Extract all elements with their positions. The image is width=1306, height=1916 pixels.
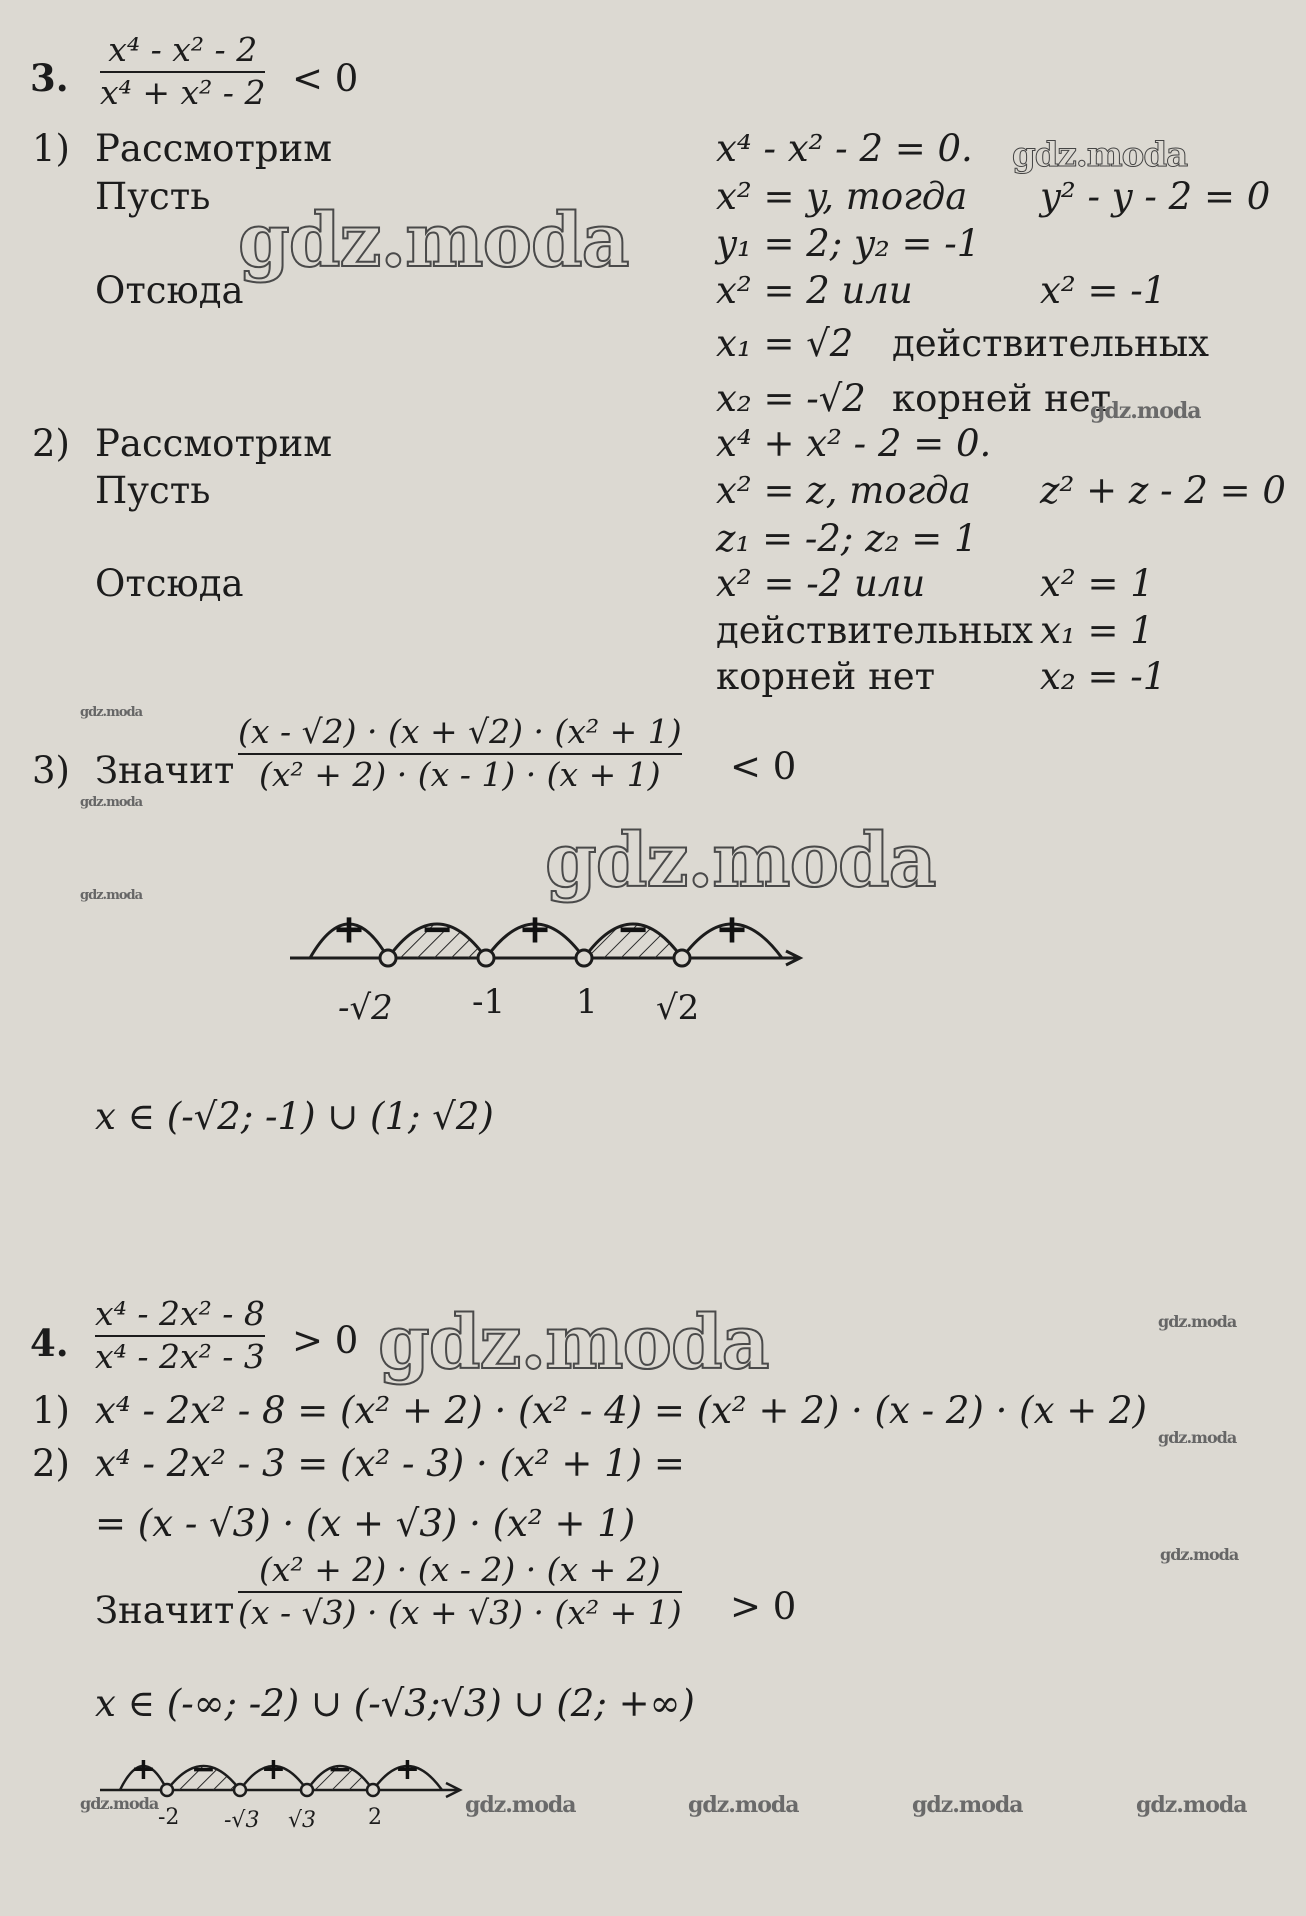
step-3-word-therefore: Значит <box>95 749 235 792</box>
step-2-roots-z: z₁ = -2; z₂ = 1 <box>716 517 978 560</box>
interval-sign: − <box>327 1752 353 1788</box>
step-3-denominator: (x² + 2) · (x - 1) · (x + 1) <box>259 754 661 794</box>
problem-4-answer: x ∈ (-∞; -2) ∪ (-√3;√3) ∪ (2; +∞) <box>95 1682 695 1725</box>
watermark: gdz.moda <box>465 1792 576 1818</box>
step-1-roots-y: y₁ = 2; y₂ = -1 <box>716 222 981 265</box>
step-2-root-x1: x₁ = 1 <box>1040 609 1154 652</box>
p4-final-relation: > 0 <box>730 1585 797 1628</box>
step-2-root-x2: x₂ = -1 <box>1040 655 1167 698</box>
step-1-label-let: Пусть <box>95 175 211 218</box>
step-1-note-real: действительных <box>892 322 1210 365</box>
watermark: gdz.moda <box>378 1300 769 1386</box>
p4-step-2-continued: = (x - √3) · (x + √3) · (x² + 1) <box>95 1502 636 1545</box>
step-2-x-squared-1: x² = 1 <box>1040 562 1154 605</box>
step-1-quadratic: y² - y - 2 = 0 <box>1040 175 1271 218</box>
problem-3-numerator: x⁴ - x² - 2 <box>108 30 258 69</box>
watermark: gdz.moda <box>1090 398 1201 424</box>
p4-step-2-number: 2) <box>32 1442 70 1485</box>
interval-sign: + <box>260 1752 287 1788</box>
excluded-point <box>367 1784 379 1796</box>
step-1-root-x2: x₂ = -√2 <box>716 377 866 420</box>
watermark: gdz.moda <box>80 795 143 810</box>
step-2-note-no-roots: корней нет <box>716 655 936 698</box>
interval-sign: + <box>130 1752 157 1788</box>
watermark: gdz.moda <box>1158 1428 1237 1447</box>
axis-label-minus-1: -1 <box>472 982 506 1022</box>
watermark: gdz.moda <box>1158 1312 1237 1331</box>
p4-step-1-number: 1) <box>32 1389 70 1432</box>
step-1-number: 1) <box>32 127 70 170</box>
step-1-label-hence: Отсюда <box>95 269 244 312</box>
axis2-label-minus-sqrt3: -√3 <box>224 1808 260 1833</box>
excluded-point <box>161 1784 173 1796</box>
step-1-equation: x⁴ - x² - 2 = 0. <box>716 127 973 170</box>
step-3-relation: < 0 <box>730 745 797 788</box>
excluded-point <box>674 950 690 966</box>
interval-sign: − <box>190 1752 217 1788</box>
step-1-x-squared-2: x² = 2 или <box>716 269 913 312</box>
step-2-label-hence: Отсюда <box>95 562 244 605</box>
step-2-note-real: действительных <box>716 609 1034 652</box>
watermark: gdz.moda <box>80 705 143 720</box>
step-2-x-squared-minus-2: x² = -2 или <box>716 562 926 605</box>
step-1-x-squared-minus-1: x² = -1 <box>1040 269 1167 312</box>
step-3-number: 3) <box>32 749 70 792</box>
interval-sign: + <box>332 906 366 953</box>
problem-3-denominator: x⁴ + x² - 2 <box>100 72 266 112</box>
problem-3-answer: x ∈ (-√2; -1) ∪ (1; √2) <box>95 1095 494 1138</box>
axis-label-minus-sqrt2: -√2 <box>338 988 393 1028</box>
watermark: gdz.moda <box>80 888 143 903</box>
number-line-problem-3 <box>290 907 800 966</box>
excluded-point <box>234 1784 246 1796</box>
watermark: gdz.moda <box>545 818 936 904</box>
interval-sign: + <box>518 906 552 953</box>
p4-step-2-factorization: x⁴ - 2x² - 3 = (x² - 3) · (x² + 1) = <box>95 1442 685 1485</box>
interval-sign: − <box>420 906 454 953</box>
interval-sign: + <box>715 906 749 953</box>
step-1-note-no-roots: корней нет <box>892 377 1112 420</box>
axis2-label-sqrt3: √3 <box>288 1808 317 1833</box>
p4-step-1-factorization: x⁴ - 2x² - 8 = (x² + 2) · (x² - 4) = (x² + 2) · (x - 2) · (x + 2) <box>95 1389 1147 1432</box>
axis2-label-2: 2 <box>368 1805 382 1830</box>
watermark: gdz.moda <box>238 198 629 284</box>
step-2-label-consider: Рассмотрим <box>95 422 333 465</box>
p4-final-numerator: (x² + 2) · (x - 2) · (x + 2) <box>259 1550 661 1589</box>
problem-4-numerator: x⁴ - 2x² - 8 <box>95 1294 265 1333</box>
problem-4-number: 4. <box>30 1321 69 1365</box>
axis-label-1: 1 <box>576 982 598 1022</box>
problem-4-denominator: x⁴ - 2x² - 3 <box>95 1336 265 1376</box>
excluded-point <box>576 950 592 966</box>
p4-final-denominator: (x - √3) · (x + √3) · (x² + 1) <box>238 1592 682 1632</box>
step-1-label-consider: Рассмотрим <box>95 127 333 170</box>
watermark: gdz.moda <box>912 1792 1023 1818</box>
watermark: gdz.moda <box>1012 135 1188 175</box>
excluded-point <box>380 950 396 966</box>
p4-word-therefore: Значит <box>95 1589 235 1632</box>
interval-sign: + <box>394 1752 421 1788</box>
interval-sign: − <box>616 906 650 953</box>
axis-label-sqrt2: √2 <box>656 988 700 1028</box>
watermark: gdz.moda <box>1160 1545 1239 1564</box>
watermark: gdz.moda <box>688 1792 799 1818</box>
excluded-point <box>301 1784 313 1796</box>
axis2-label-minus-2: -2 <box>158 1805 180 1830</box>
problem-4-fraction <box>95 1296 265 1376</box>
step-1-root-x1: x₁ = √2 <box>716 322 854 365</box>
number-line-problem-4 <box>100 1752 460 1797</box>
watermark: gdz.moda <box>1136 1792 1247 1818</box>
problem-4-relation: > 0 <box>292 1319 359 1362</box>
step-2-equation: x⁴ + x² - 2 = 0. <box>716 422 992 465</box>
step-2-number: 2) <box>32 422 70 465</box>
excluded-point <box>478 950 494 966</box>
step-1-substitution: x² = y, тогда <box>716 175 968 218</box>
problem-3-number: 3. <box>30 56 69 100</box>
step-3-numerator: (x - √2) · (x + √2) · (x² + 1) <box>238 712 682 751</box>
step-2-label-let: Пусть <box>95 469 211 512</box>
step-2-substitution: x² = z, тогда <box>716 469 971 512</box>
p4-final-fraction <box>238 1552 682 1632</box>
step-2-quadratic: z² + z - 2 = 0 <box>1040 469 1286 512</box>
watermark: gdz.moda <box>80 1794 159 1813</box>
problem-3-relation: < 0 <box>292 57 359 100</box>
